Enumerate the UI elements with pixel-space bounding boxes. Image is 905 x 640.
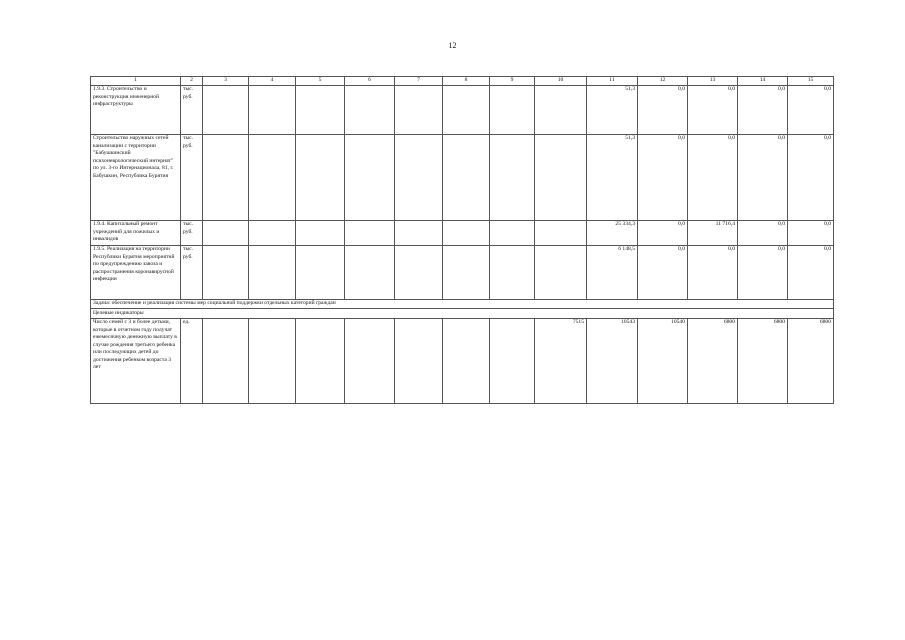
value-cell: 0,0 [688,85,738,134]
value-cell [443,220,490,245]
value-cell: 51,3 [587,85,638,134]
value-cell [395,85,443,134]
row-unit-cell: тыс. руб. [181,245,203,299]
value-cell [395,245,443,299]
value-cell [203,245,249,299]
value-cell [203,318,249,403]
value-cell: 0,0 [638,134,688,220]
page-number: 12 [448,41,457,50]
value-cell [490,85,535,134]
row-name-cell: 1.9.5. Реализация на территории Республики Бурятия мероприятий по предупреждению завоза и распространения коронавирусной инфекции [91,245,181,299]
header-cell: 12 [638,77,688,86]
value-cell: 0,0 [738,220,788,245]
value-cell: 0,0 [738,245,788,299]
value-cell: 0,0 [638,220,688,245]
row-name-cell: 1.9.3. Строительство и реконструкция инженерной инфраструктуры [91,85,181,134]
value-cell: 0,0 [738,85,788,134]
header-cell: 2 [181,77,203,86]
header-cell: 3 [203,77,249,86]
value-cell [345,220,395,245]
header-cell: 8 [443,77,490,86]
value-cell: 6800 [688,318,738,403]
header-cell: 6 [345,77,395,86]
value-cell [296,220,345,245]
header-cell: 9 [490,77,535,86]
value-cell [535,85,587,134]
value-cell [203,85,249,134]
indicators-title-row [91,309,834,319]
row-name-cell: Строительство наружных сетей канализации с территории "Бабушкинский психоневрологический интернат" по ул. 3-го Интернационала, 81, г. Бабушкин, Республика Бурятия [91,134,181,220]
value-cell: 25 334,3 [587,220,638,245]
value-cell [490,220,535,245]
value-cell [203,134,249,220]
table-row [91,245,834,299]
value-cell [395,134,443,220]
value-cell [296,134,345,220]
row-name-cell: 1.9.4. Капитальный ремонт учреждений для пожилых и инвалидов [91,220,181,245]
indicator-row [91,318,834,403]
table-row [91,220,834,245]
header-cell: 13 [688,77,738,86]
value-cell [535,245,587,299]
value-cell: 51,3 [587,134,638,220]
value-cell [443,134,490,220]
value-cell: 0,0 [638,245,688,299]
value-cell [490,134,535,220]
value-cell: 0,0 [738,134,788,220]
value-cell [443,245,490,299]
value-cell [249,85,296,134]
task-row [91,299,834,309]
value-cell: 0,0 [638,85,688,134]
table-row [91,134,834,220]
value-cell [535,220,587,245]
row-unit-cell: ед. [181,318,203,403]
value-cell [296,245,345,299]
header-cell: 15 [788,77,834,86]
value-cell: 0,0 [688,134,738,220]
value-cell: 10543 [587,318,638,403]
value-cell [296,318,345,403]
value-cell [443,85,490,134]
value-cell: 6 148,5 [587,245,638,299]
value-cell: 0,0 [788,220,834,245]
value-cell [296,85,345,134]
header-cell: 4 [249,77,296,86]
value-cell [345,245,395,299]
value-cell [249,220,296,245]
row-name-cell: Число семей с 3 и более детьми, которые в отчетном году получат ежемесячную денежную выплату в случае рождения третьего ребенка или последующих детей до достижения ребенком возраста 3 лет [91,318,181,403]
value-cell [345,134,395,220]
row-unit-cell: тыс. руб. [181,220,203,245]
value-cell [395,318,443,403]
value-cell: 0,0 [788,245,834,299]
value-cell [249,245,296,299]
value-cell: 0,0 [788,85,834,134]
value-cell [249,318,296,403]
table-header-row [91,77,834,86]
indicators-title: Целевые индикаторы [91,309,834,319]
header-cell: 7 [395,77,443,86]
task-text: Задача: обеспечение и реализация системы мер социальной поддержки отдельных категорий граждан [91,299,834,309]
row-unit-cell: тыс. руб. [181,85,203,134]
header-cell: 11 [587,77,638,86]
value-cell: 0,0 [788,134,834,220]
value-cell: 10540 [638,318,688,403]
header-cell: 10 [535,77,587,86]
value-cell [395,220,443,245]
value-cell: 11 716,4 [688,220,738,245]
value-cell [203,220,249,245]
header-cell: 5 [296,77,345,86]
header-cell: 14 [738,77,788,86]
table-row [91,85,834,134]
value-cell [490,245,535,299]
value-cell: 7515 [535,318,587,403]
value-cell [443,318,490,403]
value-cell [345,318,395,403]
data-table [90,76,834,404]
header-cell: 1 [91,77,181,86]
row-unit-cell: тыс. руб. [181,134,203,220]
value-cell: 6800 [738,318,788,403]
value-cell [345,85,395,134]
value-cell [535,134,587,220]
value-cell [249,134,296,220]
value-cell [490,318,535,403]
value-cell: 0,0 [688,245,738,299]
value-cell: 6800 [788,318,834,403]
